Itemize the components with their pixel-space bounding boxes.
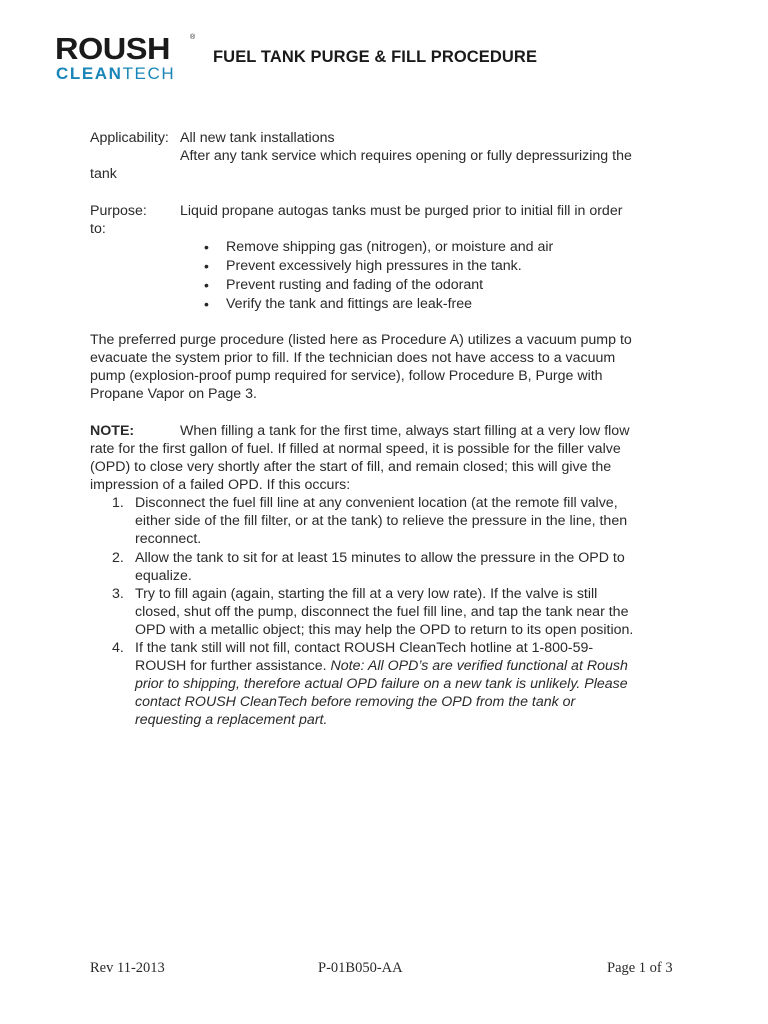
logo-registered-mark: ®	[190, 34, 196, 41]
logo-tech-part: TECH	[122, 64, 176, 83]
purpose-bullet-item: Prevent excessively high pressures in the tank.	[226, 258, 522, 274]
step-italic-note-line: contact ROUSH CleanTech before removing the OPD from the tank or	[135, 694, 576, 710]
purpose-bullet-item: Prevent rusting and fading of the odorant	[226, 277, 484, 293]
bullet-dot: •	[204, 296, 209, 312]
logo-cleantech-text	[56, 65, 175, 83]
logo-roush-text: ROUSH	[55, 31, 170, 66]
bullet-dot: •	[204, 258, 209, 274]
note-line: impression of a failed OPD. If this occurs:	[90, 477, 351, 493]
footer-revision: Rev 11-2013	[90, 960, 165, 976]
applicability-line-3: tank	[90, 166, 117, 182]
step-text-line: Disconnect the fuel fill line at any convenient location (at the remote fill valve,	[135, 495, 618, 511]
purpose-label: Purpose:	[90, 203, 147, 219]
applicability-label: Applicability:	[90, 130, 169, 146]
step-text-line: Allow the tank to sit for at least 15 minutes to allow the pressure in the OPD to	[135, 550, 625, 566]
step-number: 3.	[112, 586, 124, 602]
step-text-line	[135, 657, 628, 675]
step-number: 4.	[112, 640, 124, 656]
step-text-line: equalize.	[135, 568, 192, 584]
footer-document-id: P-01B050-AA	[318, 960, 403, 976]
purpose-line-2: to:	[90, 221, 106, 237]
note-line-1: When filling a tank for the first time, always start filling at a very low flow	[180, 423, 630, 439]
step-text-line: either side of the fill filter, or at the tank) to relieve the pressure in the line, then	[135, 513, 628, 529]
applicability-line-1: All new tank installations	[180, 130, 335, 146]
step-number: 2.	[112, 550, 124, 566]
step-italic-note-line: requesting a replacement part.	[135, 712, 328, 728]
logo-clean-part: CLEAN	[56, 64, 123, 83]
note-label: NOTE:	[90, 423, 135, 439]
step-plain-text: ROUSH for further assistance.	[135, 658, 331, 674]
applicability-line-2: After any tank service which requires opening or fully depressurizing the	[180, 148, 632, 164]
step-italic-note-line: prior to shipping, therefore actual OPD failure on a new tank is unlikely. Please	[135, 676, 628, 692]
footer-page-number: Page 1 of 3	[607, 960, 673, 976]
preferred-line: pump (explosion-proof pump required for service), follow Procedure B, Purge with	[90, 368, 603, 384]
document-title: FUEL TANK PURGE & FILL PROCEDURE	[213, 48, 538, 66]
preferred-line: The preferred purge procedure (listed here as Procedure A) utilizes a vacuum pump to	[90, 332, 632, 348]
step-number: 1.	[112, 495, 124, 511]
roush-cleantech-logo	[55, 32, 200, 84]
note-line: rate for the first gallon of fuel. If filled at normal speed, it is possible for the filler valve	[90, 441, 621, 457]
step-text-line: If the tank still will not fill, contact ROUSH CleanTech hotline at 1-800-59-	[135, 640, 594, 656]
step-text-line: closed, shut off the pump, disconnect the fuel fill line, and tap the tank near the	[135, 604, 629, 620]
purpose-bullet-item: Remove shipping gas (nitrogen), or moisture and air	[226, 239, 554, 255]
note-line: (OPD) to close very shortly after the start of fill, and remain closed; this will give the	[90, 459, 612, 475]
preferred-line: evacuate the system prior to fill. If the technician does not have access to a vacuum	[90, 350, 616, 366]
purpose-line-1: Liquid propane autogas tanks must be purged prior to initial fill in order	[180, 203, 623, 219]
step-text-line: Try to fill again (again, starting the fill at a very low rate). If the valve is still	[135, 586, 598, 602]
bullet-dot: •	[204, 277, 209, 293]
step-text-line: OPD with a metallic object; this may help the OPD to return to its open position.	[135, 622, 634, 638]
step-text-line: reconnect.	[135, 531, 202, 547]
step-italic-note: Note: All OPD’s are verified functional at Roush	[330, 658, 628, 674]
bullet-dot: •	[204, 239, 209, 255]
purpose-bullet-item: Verify the tank and fittings are leak-free	[226, 296, 473, 312]
preferred-line: Propane Vapor on Page 3.	[90, 386, 257, 402]
